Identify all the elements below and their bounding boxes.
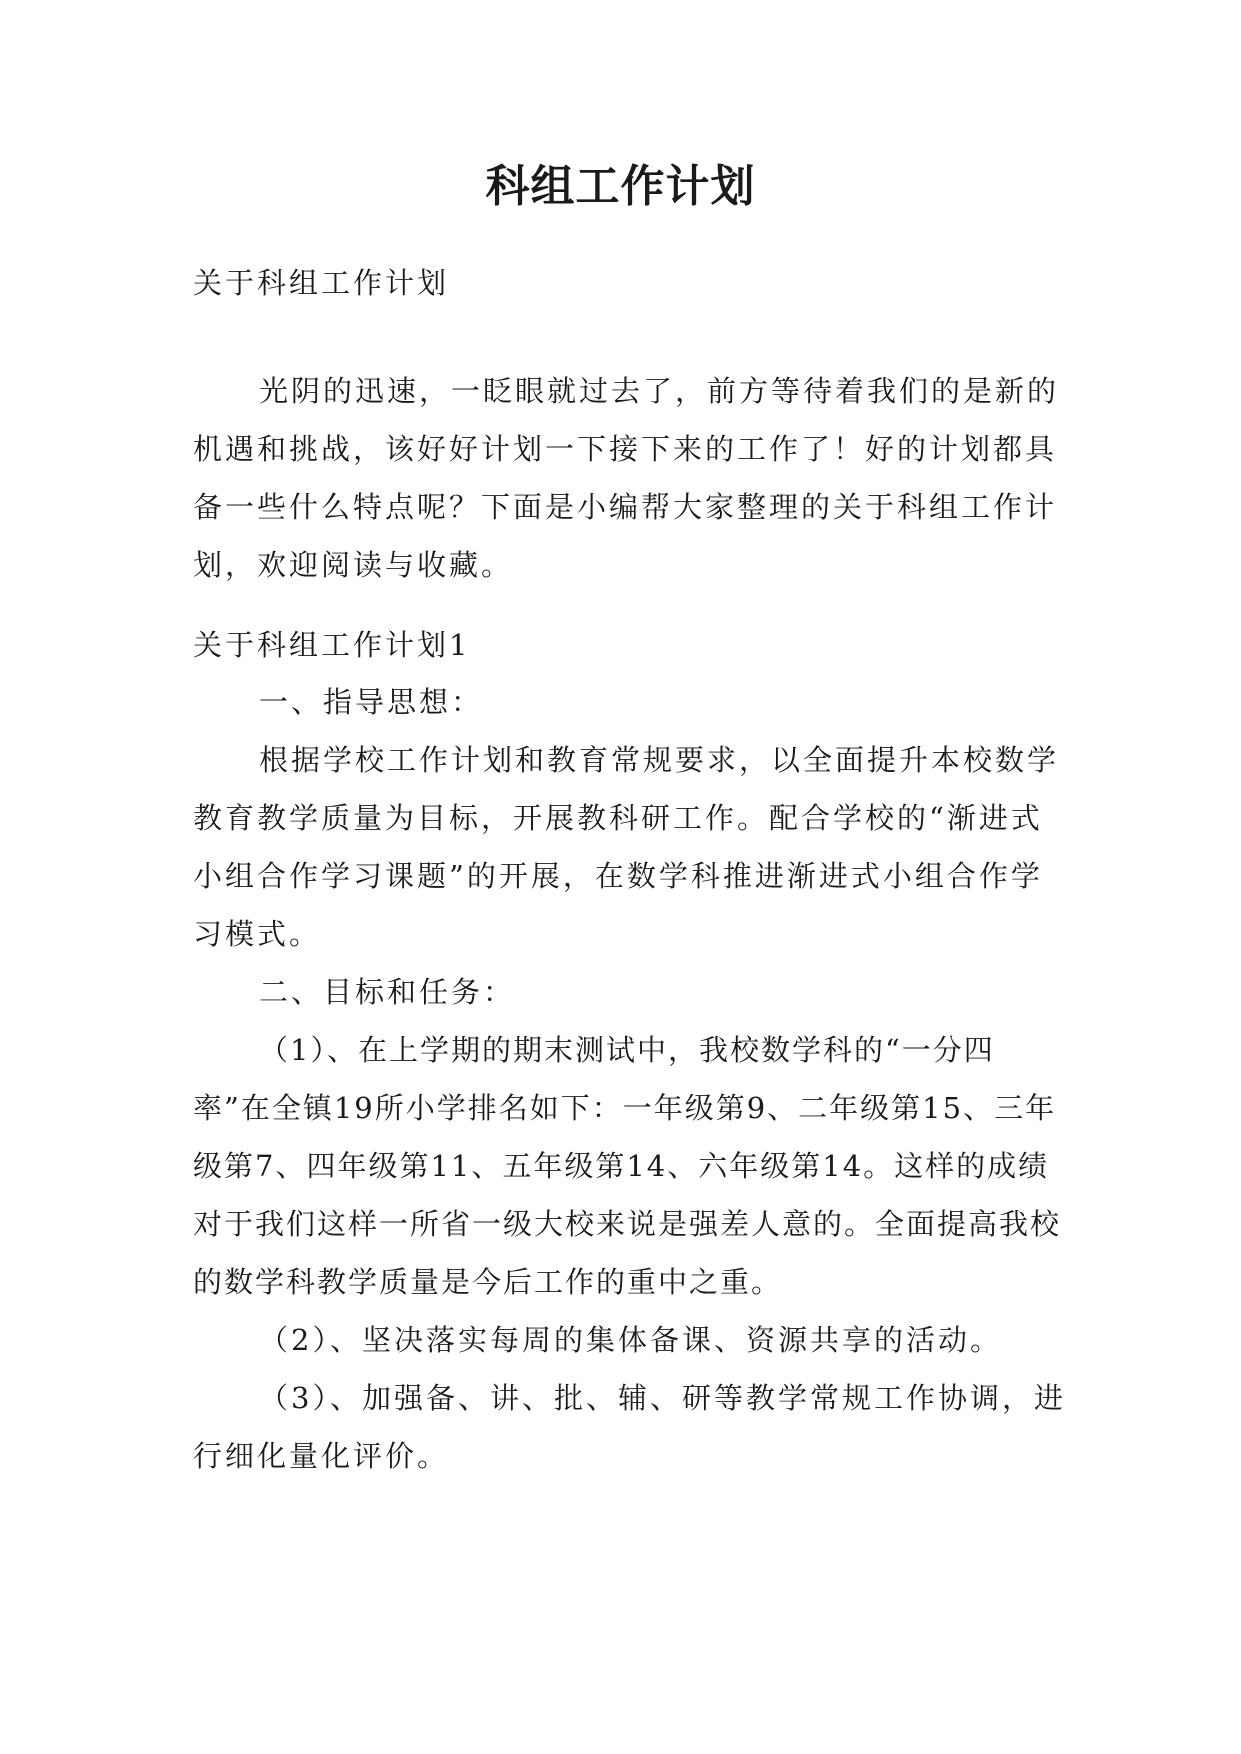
section-title: 关于科组工作计划1 — [193, 628, 471, 662]
goal-item-2: （2）、坚决落实每周的集体备课、资源共享的活动。 — [259, 1323, 1002, 1357]
document-title: 科组工作计划 — [485, 161, 756, 212]
intro-paragraph: 光阴的迅速，一眨眼就过去了，前方等待着我们的是新的机遇和挑战，该好好计划一下接下来的工作了！好的计划都具备一些什么特点呢？下面是小编帮大家整理的关于科组工作计划，欢迎阅读与收藏。 — [193, 374, 1060, 582]
intro-block — [193, 362, 1073, 594]
section-body — [193, 673, 1073, 1485]
heading-guiding-idea: 一、指导思想： — [259, 685, 484, 719]
goal-item-1: （1）、在上学期的期末测试中，我校数学科的“一分四率”在全镇19所小学排名如下：一年级第9、二年级第15、三年级第7、四年级第11、五年级第14、六年级第14。这样的成绩对于我们这样一所省一级大校来说是强差人意的。全面提高我校的数学科教学质量是今后工作的重中之重。 — [193, 1033, 1062, 1299]
document-subtitle: 关于科组工作计划 — [193, 266, 450, 300]
goal-item-3: （3）、加强备、讲、批、辅、研等教学常规工作协调，进行细化量化评价。 — [193, 1381, 1066, 1473]
guiding-paragraph: 根据学校工作计划和教育常规要求，以全面提升本校数学教育教学质量为目标，开展教科研工作。配合学校的“渐进式小组合作学习课题”的开展，在数学科推进渐进式小组合作学习模式。 — [193, 743, 1060, 951]
heading-goals: 二、目标和任务： — [259, 975, 516, 1009]
